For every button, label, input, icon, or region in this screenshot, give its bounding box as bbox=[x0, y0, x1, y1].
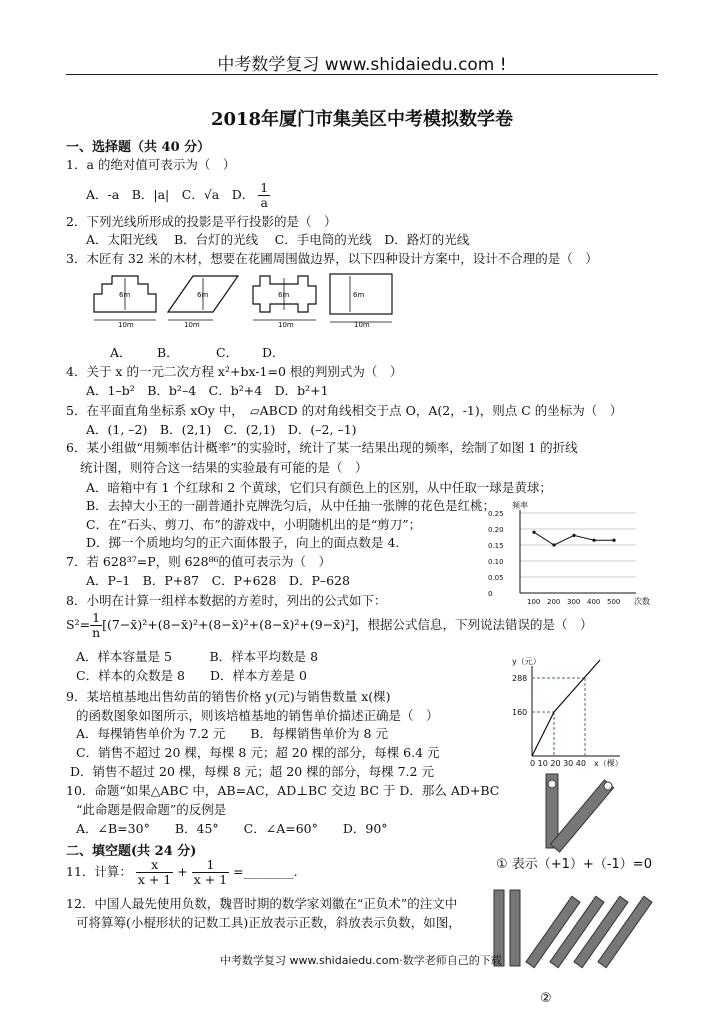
price-graph-line bbox=[532, 660, 600, 756]
q2-stem: 2．下列光线所形成的投影是平行投影的是（ ） bbox=[66, 214, 337, 229]
rod-2-b bbox=[510, 890, 520, 966]
q3-fig-d-height: 6m bbox=[353, 291, 365, 299]
freq-xtick-label: 200 bbox=[547, 598, 561, 606]
price-y288-label: 288 bbox=[512, 674, 528, 683]
page-footer: 中考数学复习 www.shidaiedu.com·数学老师自己的下载 bbox=[220, 954, 502, 967]
q11-f1-den: x + 1 bbox=[137, 871, 172, 887]
q7-options: A．P–1 B．P+87 C．P+628 D．P–628 bbox=[86, 573, 350, 588]
q8-stem: 8．小明在计算一组样本数据的方差时，列出的公式如下： bbox=[66, 593, 387, 608]
q8-frac-den: n bbox=[92, 624, 101, 640]
q7-stem: 7．若 628³⁷=P，则 628⁸⁶的值可表示为（ ） bbox=[66, 554, 332, 569]
q3-figures bbox=[88, 270, 398, 328]
freq-chart-ylabel: 频率 bbox=[512, 501, 528, 510]
price-xticks: 0 10 20 30 40 bbox=[530, 759, 586, 768]
rods-label-2: ② bbox=[540, 991, 552, 1006]
q11-lead: 11．计算： bbox=[66, 863, 132, 879]
rods-label-1: ① 表示（+1）+（-1）=0 bbox=[496, 857, 652, 872]
q3-fig-c-height: 6m bbox=[278, 291, 290, 299]
q11-fraction-1 bbox=[136, 858, 173, 887]
section-title-choice: 一、选择题（共 40 分） bbox=[66, 140, 211, 155]
section-title-fill: 二、填空题(共 24 分) bbox=[66, 844, 197, 859]
freq-chart-xlabel: 次数 bbox=[634, 597, 650, 606]
q3-label-a: A． bbox=[110, 345, 132, 360]
q11-line: 11．计算： $\frac{x}{x + 1}$ + $\frac{1}{x + 1}$ =________. bbox=[66, 857, 298, 887]
price-y160-label: 160 bbox=[512, 708, 528, 717]
freq-ytick-label: 0.10 bbox=[488, 558, 504, 566]
q1-frac-num: 1 bbox=[260, 180, 269, 195]
q11-f2-den: x + 1 bbox=[193, 871, 228, 887]
freq-ytick-label: 0.05 bbox=[488, 574, 504, 582]
q3-fig-b-length: 10m bbox=[184, 321, 200, 328]
freq-ytick-label: 0.25 bbox=[488, 510, 504, 518]
q1-fraction bbox=[258, 181, 270, 210]
q3-label-c: C． bbox=[216, 345, 239, 360]
q11-fraction-2 bbox=[192, 858, 229, 887]
q3-fig-d-length: 10m bbox=[354, 321, 370, 328]
q3-label-b: B． bbox=[157, 345, 179, 360]
q6-option-c: C．在“石头、剪刀、布”的游戏中，小明随机出的是“剪刀”； bbox=[86, 517, 422, 532]
q10-stem-line2: “此命题是假命题”的反例是 bbox=[76, 802, 227, 817]
q12-line1: 12．中国人最先使用负数，魏晋时期的数学家刘徽在“正负术”的注文中 bbox=[66, 896, 458, 911]
q2-options: A．太阳光线 B．台灯的光线 C．手电筒的光线 D．路灯的光线 bbox=[86, 232, 470, 247]
freq-ytick-label: 0 bbox=[488, 590, 493, 598]
q1-options bbox=[86, 181, 270, 210]
counting-rods-figure bbox=[488, 772, 688, 1012]
q6-option-a: A．暗箱中有 1 个红球和 2 个黄球，它们只有颜色上的区别，从中任取一球是黄球； bbox=[86, 480, 552, 495]
q1-stem: 1．a 的绝对值可表示为（ ） bbox=[66, 157, 236, 172]
q9-option-c: C．销售不超过 20 棵，每棵 8 元；超 20 棵的部分，每棵 6.4 元 bbox=[76, 745, 440, 760]
rod-slanted bbox=[550, 780, 613, 852]
q5-stem: 5．在平面直角坐标系 xOy 中， ▱ABCD 的对角线相交于点 O，A(2，-1)，则点 C 的坐标为（ ） bbox=[66, 403, 623, 418]
exam-title: 2018年厦门市集美区中考模拟数学卷 bbox=[210, 109, 514, 130]
freq-data-point bbox=[552, 543, 555, 546]
price-chart bbox=[508, 652, 628, 770]
q4-stem: 4．关于 x 的一元二次方程 x²+bx-1=0 根的判别式为（ ） bbox=[66, 364, 403, 379]
price-chart-xlabel: x（棵） bbox=[594, 759, 623, 768]
q8-formula-body: [(7−x̄)²+(8−x̄)²+(8−x̄)²+(8−x̄)²+(9−x̄)²]，根据公式信息，下列说法错误的是（ ） bbox=[102, 616, 593, 632]
q8-formula-lead: S²= bbox=[66, 616, 91, 632]
freq-xtick-label: 500 bbox=[607, 598, 621, 606]
freq-xtick-label: 100 bbox=[527, 598, 541, 606]
q11-blank: =________. bbox=[233, 863, 298, 879]
q6-stem-line1: 6．某小组做“用频率估计概率”的实验时，统计了某一结果出现的频率，绘制了如图 1 的折线 bbox=[66, 440, 578, 455]
freq-xtick-label: 400 bbox=[587, 598, 601, 606]
q1-options-text: A．-a B．|a| C．√a D． bbox=[86, 186, 255, 202]
q10-options: A．∠B=30° B．45° C．∠A=60° D．90° bbox=[76, 821, 388, 836]
header-rule bbox=[66, 74, 658, 75]
q8-options-ab: A．样本容量是 5 B．样本平均数是 8 bbox=[76, 649, 319, 664]
q6-option-b: B．去掉大小王的一副普通扑克牌洗匀后，从中任抽一张牌的花色是红桃； bbox=[86, 498, 496, 513]
q9-option-d: D．销售不超过 20 棵，每棵 8 元；超 20 棵的部分，每棵 7.2 元 bbox=[70, 764, 434, 779]
freq-data-point bbox=[612, 539, 615, 542]
q8-formula bbox=[66, 611, 592, 640]
q9-stem-line2: 的函数图象如图所示，则该培植基地的销售单价描述正确是（ ） bbox=[76, 708, 439, 723]
rod-upright-mark bbox=[548, 780, 556, 788]
freq-data-point bbox=[532, 531, 535, 534]
freq-data-point bbox=[572, 534, 575, 537]
q3-fig-b-height: 6m bbox=[197, 291, 209, 299]
q4-options: A．1–b² B．b²–4 C．b²+4 D．b²+1 bbox=[86, 383, 329, 398]
q9-options-ab: A．每棵销售单价为 7.2 元 B．每棵销售单价为 8 元 bbox=[76, 726, 388, 741]
q5-options: A．(1, –2) B．(2,1) C．(2,1) D．(–2, –1) bbox=[86, 422, 357, 437]
q6-option-d: D．掷一个质地均匀的正六面体骰子，向上的面点数是 4． bbox=[86, 535, 408, 550]
q11-f2-num: 1 bbox=[192, 858, 229, 873]
q8-options-cd: C．样本的众数是 8 D．样本方差是 0 bbox=[76, 668, 307, 683]
rod-slanted-mark bbox=[604, 782, 612, 790]
q6-stem-line2: 统计图，则符合这一结果的实验最有可能的是（ ） bbox=[80, 460, 368, 475]
frequency-chart bbox=[486, 498, 666, 610]
q3-stem: 3．木匠有 32 米的木材，想要在花圃周围做边界，以下四种设计方案中，设计不合理的是（ ） bbox=[66, 251, 598, 266]
q8-fraction bbox=[90, 611, 102, 640]
price-chart-ylabel: y（元） bbox=[512, 657, 541, 666]
q3-label-d: D． bbox=[262, 345, 285, 360]
freq-xtick-label: 300 bbox=[567, 598, 581, 606]
q3-fig-c-length: 10m bbox=[278, 321, 294, 328]
q9-stem-line1: 9．某培植基地出售幼苗的销售价格 y(元)与销售数量 x(棵) bbox=[66, 689, 391, 704]
page-header: 中考数学复习 www.shidaiedu.com ! bbox=[217, 55, 507, 75]
freq-data-point bbox=[592, 539, 595, 542]
q1-frac-den: a bbox=[260, 194, 268, 210]
q12-line2: 可将算筹(小棍形状的记数工具)正放表示正数，斜放表示负数，如图， bbox=[76, 915, 461, 930]
q11-f1-num: x bbox=[136, 858, 173, 873]
freq-ytick-label: 0.15 bbox=[488, 542, 504, 550]
q10-stem-line1: 10．命题“如果△ABC 中，AB=AC，AD⊥BC 交边 BC 于 D．那么 AD+BC bbox=[66, 783, 500, 798]
freq-ytick-label: 0.20 bbox=[488, 526, 504, 534]
q3-fig-a-height: 6m bbox=[119, 291, 131, 299]
q8-frac-num: 1 bbox=[90, 611, 102, 626]
q3-fig-a-length: 10m bbox=[118, 321, 134, 328]
